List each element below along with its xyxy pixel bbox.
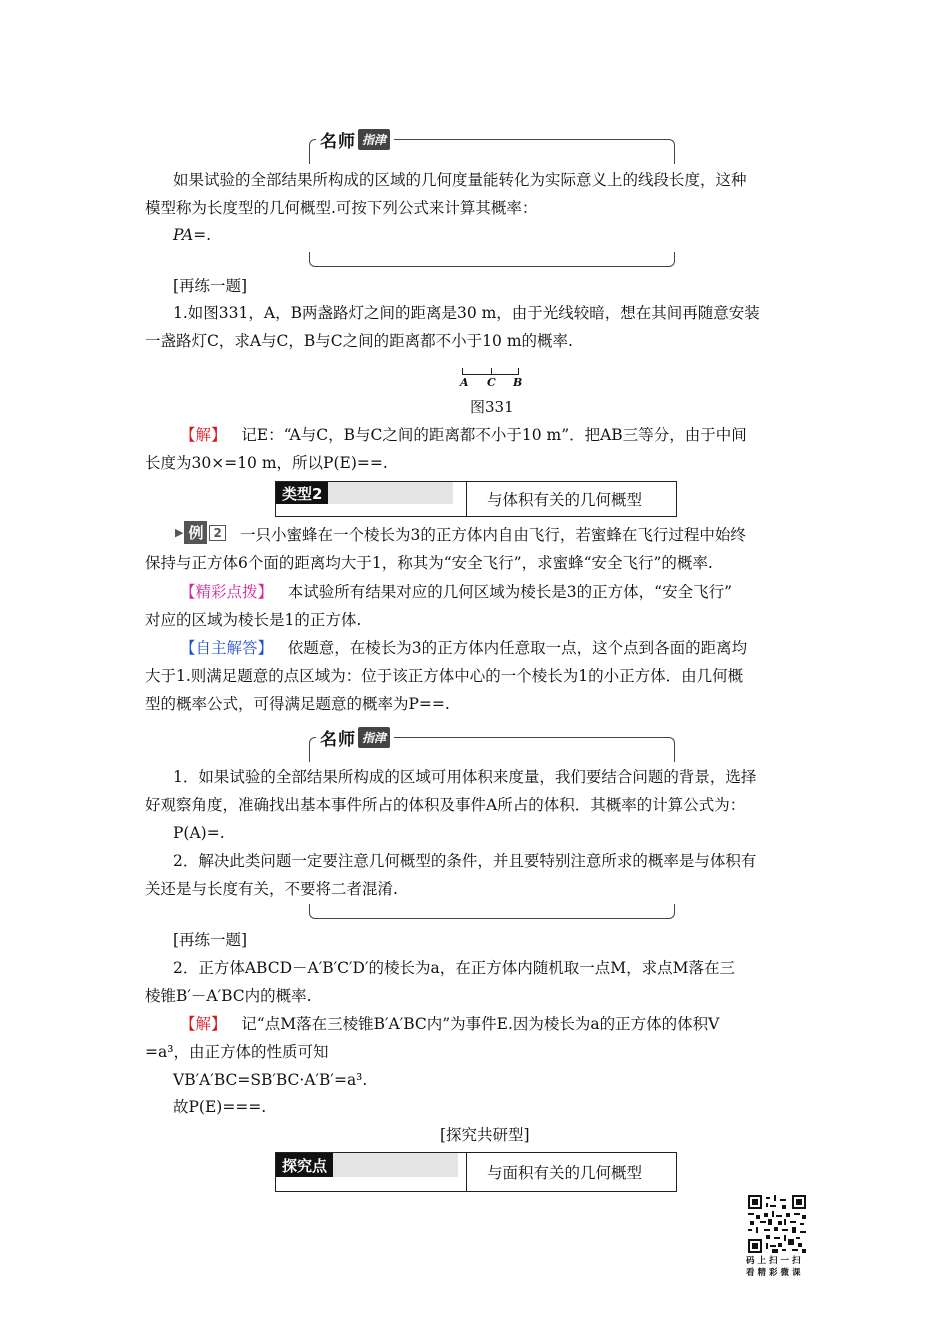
tip-box-1-name: 名师 (320, 132, 356, 152)
solution-text: 记E：“A与C，B与C之间的距离都不小于10 m”．把AB三等分，由于中间 (241, 426, 747, 444)
example-2-answer-2: 大于1.则满足题意的点区域为：位于该正方体中心的一个棱长为1的小正方体．由几何概 (145, 667, 744, 685)
tip-box-1-bottom (309, 252, 675, 267)
type-2-left (276, 482, 466, 516)
example-arrow-icon: ▶ (175, 526, 184, 539)
tip-2-line-4: 2．解决此类问题一定要注意几何概型的条件，并且要特别注意所求的概率是与体积有 (173, 852, 757, 870)
explore-gray-bar (333, 1153, 458, 1177)
tip-box-1-header (316, 127, 394, 152)
tip-box-2-header (316, 725, 394, 750)
tip-box-2-name: 名师 (320, 730, 356, 750)
practice-1-heading: [再练一题] (173, 277, 248, 295)
solution-2-tag: 【解】 (180, 1015, 227, 1033)
qr-code-icon[interactable] (748, 1195, 806, 1253)
figure-label-a: A (460, 376, 469, 389)
tip-box-2-badge: 指津 (358, 727, 390, 748)
figure-segment-ac (462, 368, 492, 375)
example-2-hint-2: 对应的区域为棱长是1的正方体. (145, 611, 362, 629)
type-2-label: 类型2 (276, 482, 328, 504)
practice-1-question-1: 1.如图331，A，B两盏路灯之间的距离是30 m，由于光线较暗，想在其间再随意安装 (173, 304, 760, 322)
type-2-title: 与体积有关的几何概型 (466, 482, 676, 516)
tip-box-1-badge: 指津 (358, 129, 390, 150)
practice-2-solution-3: VB′A′BC=SB′BC·A′B′=a³. (173, 1071, 368, 1089)
example-2-line-1: 一只小蜜蜂在一个棱长为3的正方体内自由飞行，若蜜蜂在飞行过程中始终 (240, 526, 746, 544)
type-2-header (275, 481, 677, 517)
practice-2-question-1: 2．正方体ABCD－A′B′C′D′的棱长为a，在正方体内随机取一点M，求点M落在三 (173, 959, 735, 977)
tip-1-line-2: 模型称为长度型的几何概型.可按下列公式来计算其概率： (145, 199, 538, 217)
example-2-hint-1 (180, 582, 732, 602)
practice-2-solution-2: =a³，由正方体的性质可知 (145, 1043, 329, 1061)
tip-1-line-1: 如果试验的全部结果所构成的区域的几何度量能转化为实际意义上的线段长度，这种 (173, 171, 747, 189)
practice-1-solution-1 (180, 425, 747, 445)
figure-label-c: C (487, 376, 496, 389)
hint-text: 本试验所有结果对应的几何区域为棱长是3的正方体，“安全飞行” (287, 583, 733, 601)
practice-2-question-2: 棱锥B′－A′BC内的概率. (145, 987, 312, 1005)
solution-tag: 【解】 (180, 426, 227, 444)
explore-label: 探究点 (276, 1153, 333, 1177)
example-number: 2 (209, 525, 225, 541)
practice-2-solution-1 (180, 1014, 719, 1034)
figure-caption: 图331 (470, 398, 514, 416)
practice-1-solution-2: 长度为30×=10 m，所以P(E)==. (145, 454, 388, 472)
example-2-label (175, 521, 226, 544)
qr-caption-2: 看精彩微课 (746, 1268, 804, 1278)
tip-1-line-3: PA=. (173, 226, 212, 244)
type-2-gray-bar (328, 482, 453, 504)
practice-2-solution-4: 故P(E)===. (173, 1098, 267, 1116)
figure-label-b: B (513, 376, 523, 389)
tip-2-line-2: 好观察角度，准确找出基本事件所占的体积及事件A所占的体积．其概率的计算公式为： (145, 796, 746, 814)
hint-tag: 【精彩点拨】 (180, 583, 274, 601)
answer-text: 依题意，在棱长为3的正方体内任意取一点，这个点到各面的距离均 (287, 639, 748, 657)
explore-header (275, 1152, 677, 1192)
answer-tag: 【自主解答】 (180, 639, 274, 657)
tip-2-line-3: P(A)=. (173, 824, 225, 842)
example-2-answer-3: 型的概率公式，可得满足题意的概率为P==. (145, 695, 450, 713)
practice-1-question-2: 一盏路灯C，求A与C，B与C之间的距离都不小于10 m的概率. (145, 332, 573, 350)
example-2-line-2: 保持与正方体6个面的距离均大于1，称其为“安全飞行”，求蜜蜂“安全飞行”的概率. (145, 554, 713, 572)
tip-2-line-5: 关还是与长度有关，不要将二者混淆. (145, 880, 398, 898)
tip-box-2-bottom (309, 904, 675, 919)
example-2-answer-1 (180, 638, 747, 658)
qr-caption-1: 码上扫一扫 (746, 1256, 804, 1266)
explore-title: 与面积有关的几何概型 (466, 1153, 676, 1191)
example-text: 例 (184, 521, 207, 544)
explore-left (276, 1153, 466, 1191)
tip-2-line-1: 1．如果试验的全部结果所构成的区域可用体积来度量，我们要结合问题的背景，选择 (173, 768, 757, 786)
solution-2-text: 记“点M落在三棱锥B′A′BC内”为事件E.因为棱长为a的正方体的体积V (241, 1015, 720, 1033)
figure-segment-cb (490, 368, 519, 375)
practice-2-heading: [再练一题] (173, 931, 248, 949)
explore-heading: [探究共研型] (440, 1126, 530, 1144)
